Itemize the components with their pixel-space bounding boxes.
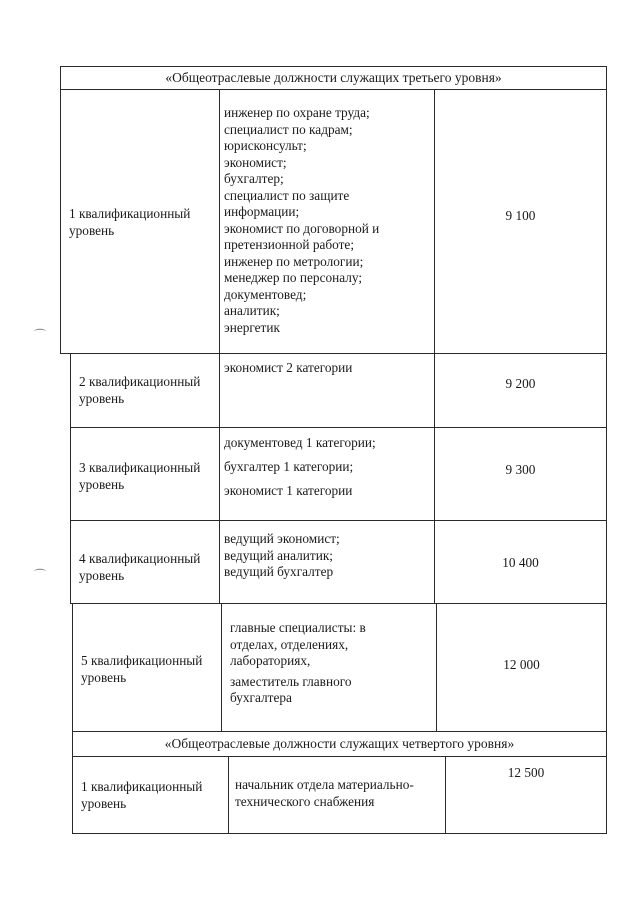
table-row: [72, 603, 607, 732]
positions-cell: главные специалисты: в отделах, отделениях, лабораториях, заместитель главного бухгалтера: [221, 603, 437, 732]
section-header: [60, 66, 607, 90]
section-title: «Общеотраслевые должности служащих четвертого уровня»: [164, 736, 515, 751]
positions-cell: начальник отдела материально- технического снабжения: [228, 756, 446, 834]
salary-value: 9 100: [505, 208, 536, 223]
table-row: [70, 353, 607, 428]
table-row: [60, 89, 607, 354]
qualification-level: 4 квалификационный уровень: [79, 551, 201, 583]
section-header: [72, 731, 607, 757]
qualification-level: 3 квалификационный уровень: [79, 460, 201, 492]
positions-cell: инженер по охране труда; специалист по кадрам; юрисконсульт; экономист; бухгалтер; специалист по защите информации; экономист по договорной и претензионной работе; инженер по метрологии; менеджер по персоналу; документовед; аналитик; энергетик: [219, 89, 435, 354]
salary-value: 9 200: [505, 376, 536, 391]
qualification-level: 1 квалификационный уровень: [69, 206, 191, 238]
salary-value: 12 500: [507, 765, 545, 780]
qualification-level: 5 квалификационный уровень: [81, 653, 203, 685]
table-row: [70, 427, 607, 521]
scan-mark: ⌒: [34, 568, 47, 582]
salary-table: [60, 66, 607, 834]
qualification-level: 1 квалификационный уровень: [81, 779, 203, 811]
section-title: «Общеотраслевые должности служащих третьего уровня»: [165, 70, 502, 85]
scan-mark: ⌒: [34, 328, 47, 342]
table-row: [70, 520, 607, 604]
positions-cell: экономист 2 категории: [219, 353, 435, 428]
salary-value: 10 400: [502, 555, 539, 570]
salary-value: 9 300: [505, 462, 536, 477]
positions-cell: документовед 1 категории; бухгалтер 1 категории; экономист 1 категории: [219, 427, 435, 521]
positions-cell: ведущий экономист; ведущий аналитик; ведущий бухгалтер: [219, 520, 435, 604]
qualification-level: 2 квалификационный уровень: [79, 374, 201, 406]
table-row: [72, 756, 607, 834]
salary-value: 12 000: [503, 657, 540, 672]
